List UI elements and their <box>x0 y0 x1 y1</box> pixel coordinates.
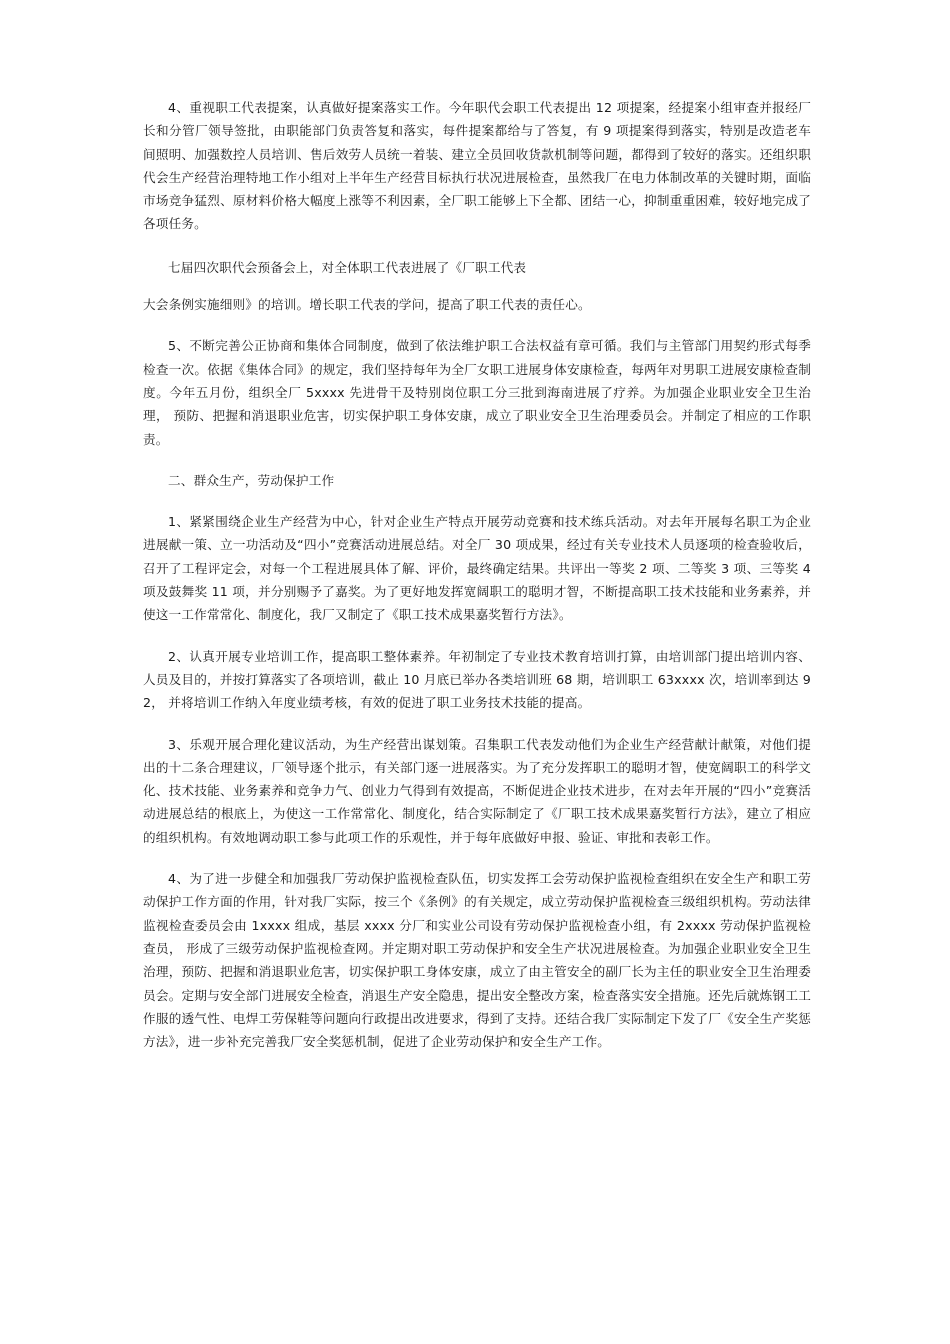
paragraph-labor-competition: 1、紧紧围绕企业生产经营为中心，针对企业生产特点开展劳动竞赛和技术练兵活动。对去年开展每名职工为企业进展献一策、立一功活动及“四小”竞赛活动进展总结。对全厂 30 项成果，经过有关专业技术人员逐项的检查验收后，召开了工程评定会，对每一个工程进展具体了解、评价，最终确定结果。共评出一等奖 2 项、二等奖 3 项、三等奖 4 项及鼓舞奖 11 项，并分别赐予了嘉奖。为了更好地发挥宽阔职工的聪明才智，不断提高职工技术技能和业务素养，并使这一工作常常化、制度化，我厂又制定了《职工技术成果嘉奖暂行方法》。 <box>143 514 811 623</box>
paragraph-proposals: 4、重视职工代表提案，认真做好提案落实工作。今年职代会职工代表提出 12 项提案，经提案小组审查并报经厂长和分管厂领导签批，由职能部门负责答复和落实，每件提案都给与了答复，有 9 项提案得到落实，特别是改造老车间照明、加强数控人员培训、售后效劳人员统一着装、建立全员回收货款机制等问题，都得到了较好的落实。还组织职代会生产经营治理特地工作小组对上半年生产经营目标执行状况进展检查，虽然我厂在电力体制改革的关键时期，面临市场竞争猛烈、原材料价格大幅度上涨等不利因素，全厂职工能够上下全都、团结一心，抑制重重困难，较好地完成了各项任务。 <box>143 100 811 232</box>
paragraph-labor-protection: 4、为了进一步健全和加强我厂劳动保护监视检查队伍，切实发挥工会劳动保护监视检查组织在安全生产和职工劳动保护工作方面的作用，针对我厂实际，按三个《条例》的有关规定，成立劳动保护监视检查三级组织机构。劳动法律监视检查委员会由 1xxxx 组成，基层 xxxx 分厂和实业公司设有劳动保护监视检查小组，有 2xxxx 劳动保护监视检查员， 形成了三级劳动保护监视检查网。并定期对职工劳动保护和安全生产状况进展检查。为加强企业职业安全卫生治理，预防、把握和消退职业危害，切实保护职工身体安康，成立了由主管安全的副厂长为主任的职业安全卫生治理委员会。定期与安全部门进展安全检查，消退生产安全隐患，提出安全整改方案，检查落实安全措施。还先后就炼钢工工作服的透气性、电焊工劳保鞋等问题向行政提出改进要求，得到了支持。还结合我厂实际制定下发了厂《安全生产奖惩方法》，进一步补充完善我厂安全奖惩机制，促进了企业劳动保护和安全生产工作。 <box>143 871 811 1050</box>
paragraph-training-rest: 大会条例实施细则》的培训。增长职工代表的学问，提高了职工代表的责任心。 <box>143 297 591 313</box>
paragraph-suggestions: 3、乐观开展合理化建议活动，为生产经营出谋划策。召集职工代表发动他们为企业生产经营献计献策，对他们提出的十二条合理建议，厂领导逐个批示，有关部门逐一进展落实。为了充分发挥职工的聪明才智，使宽阔职工的科学文化、技术技能、业务素养和竞争力气、创业力气得到有效提高，不断促进企业技术进步，在对去年开展的“四小”竞赛活动进展总结的根底上，为使这一工作常常化、制度化，结合实际制定了《厂职工技术成果嘉奖暂行方法》，建立了相应的组织机构。有效地调动职工参与此项工作的乐观性，并于每年底做好申报、验证、审批和表彰工作。 <box>143 736 811 845</box>
section-heading: 二、群众生产，劳动保护工作 <box>168 472 335 488</box>
paragraph-professional-training: 2、认真开展专业培训工作，提高职工整体素养。年初制定了专业技术教育培训打算，由培训部门提出培训内容、人员及目的，并按打算落实了各项培训，截止 10 月底已举办各类培训班 68 期，培训职工 63xxxx 次，培训率到达 92， 并将培训工作纳入年度业绩考核，有效的促进了职工业务技术技能的提高。 <box>143 648 811 711</box>
document-body <box>143 96 811 1053</box>
paragraph-collective-contract: 5、不断完善公正协商和集体合同制度，做到了依法维护职工合法权益有章可循。我们与主管部门用契约形式每季检查一次。依据《集体合同》的规定，我们坚持每年为全厂女职工进展身体安康检查，每两年对男职工进展安康检查制度。今年五月份，组织全厂 5xxxx 先进骨干及特别岗位职工分三批到海南进展了疗养。为加强企业职业安全卫生治理， 预防、把握和消退职业危害，切实保护职工身体安康，成立了职业安全卫生治理委员会。并制定了相应的工作职责。 <box>143 338 811 447</box>
paragraph-training-intro: 七届四次职代会预备会上，对全体职工代表进展了《厂职工代表 <box>168 259 527 275</box>
